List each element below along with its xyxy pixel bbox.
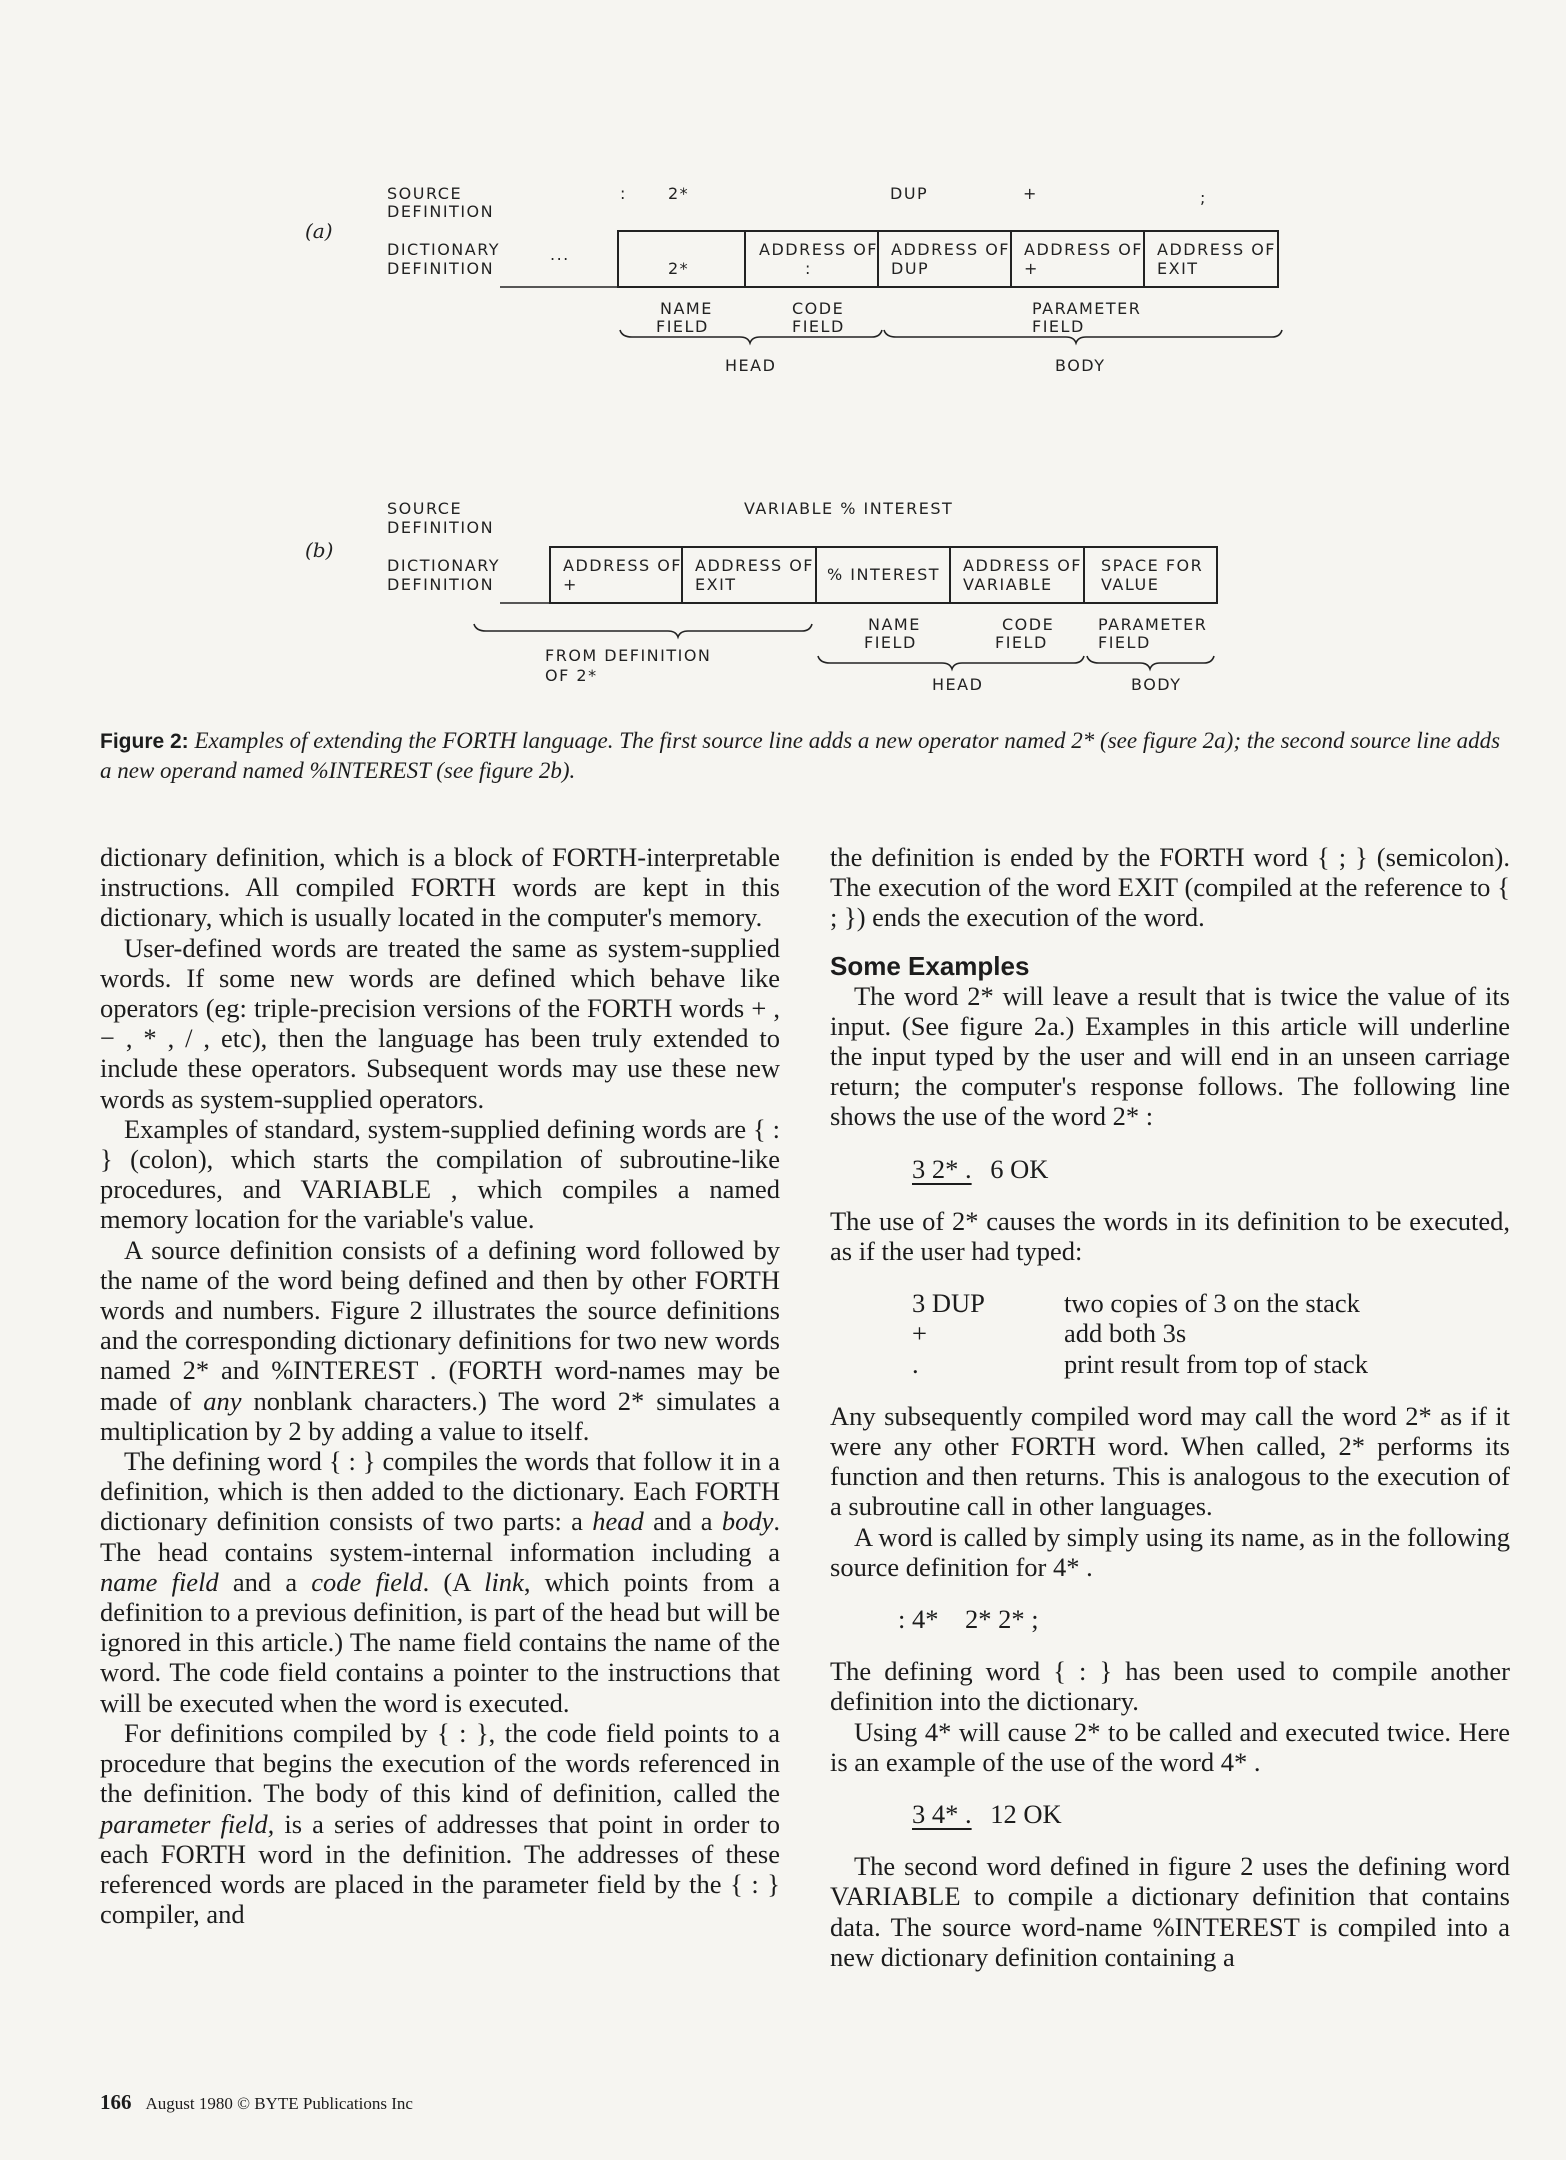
figure-a-cell-text: ADDRESS OF bbox=[891, 240, 1011, 259]
figure-b-head-label: HEAD bbox=[932, 675, 984, 694]
figure-a-param-field-2: FIELD bbox=[1032, 317, 1085, 336]
figure-a-head-label: HEAD bbox=[725, 356, 777, 375]
figure-a-label: (a) bbox=[305, 219, 333, 243]
figure-a-cell-text: ADDRESS OF bbox=[759, 240, 879, 259]
figure-b-source-line: VARIABLE % INTEREST bbox=[744, 499, 954, 518]
figure-a-cell-text: ADDRESS OF bbox=[1157, 240, 1277, 259]
paragraph bbox=[100, 1718, 780, 1929]
figure-b-dict-label: DICTIONARY bbox=[387, 556, 501, 575]
right-column bbox=[830, 842, 1510, 1972]
figure-caption bbox=[100, 726, 1510, 785]
figure-2-diagram bbox=[0, 0, 1566, 800]
table-cell-desc: print result from top of stack bbox=[1064, 1348, 1368, 1379]
figure-b-cell-text: VALUE bbox=[1101, 575, 1160, 594]
emphasis: link bbox=[484, 1566, 524, 1597]
emphasis: parameter field, bbox=[100, 1808, 275, 1839]
section-heading: Some Examples bbox=[830, 950, 1030, 981]
figure-a-source-label-2: DEFINITION bbox=[387, 202, 495, 221]
text-run: nonblank characters.) The word 2* simulates a multiplication by 2 by adding a value to itself. bbox=[100, 1385, 780, 1446]
paragraph: The word 2* will leave a result that is twice the value of its input. (See figure 2a.) Examples in this article will underline the input typed by the user and will end in an unseen carriage return; the computer's response follows. The following line shows the use of the word 2* : bbox=[830, 980, 1510, 1132]
paragraph: the definition is ended by the FORTH word { ; } (semicolon). The execution of the word EXIT (compiled at the reference to { ; }) ends the execution of the word. bbox=[830, 842, 1510, 933]
text-run: A source definition consists of a defining word followed by the name of the word being defined and then by other FORTH words and numbers. Figure 2 illustrates the source definitions and the corresponding dictionary definitions for two new words named 2* and %INTEREST . (FORTH word-names may be made of bbox=[100, 1234, 780, 1416]
figure-b-name-field: NAME bbox=[868, 615, 921, 634]
figure-b-from-def: FROM DEFINITION bbox=[545, 646, 712, 665]
figure-b-cell-text: ADDRESS OF bbox=[695, 556, 815, 575]
figure-a-source-label: SOURCE bbox=[387, 184, 463, 203]
figure-b-cell-text: EXIT bbox=[695, 575, 737, 594]
figure-a-name-field: NAME bbox=[660, 299, 713, 318]
figure-b-from-def-2: OF 2* bbox=[545, 666, 598, 685]
page-footer bbox=[100, 2090, 413, 2115]
table-cell-code: 3 DUP bbox=[912, 1288, 985, 1319]
figure-b-param-field-2: FIELD bbox=[1098, 633, 1151, 652]
figure-b-code-field: CODE bbox=[1002, 615, 1055, 634]
table-cell-code: + bbox=[912, 1318, 927, 1349]
text-run: , which points from a definition to a previous definition, is part of the head but will be ignored in this article.) The name field contains the name of the word. The code field contains a pointer to the instructions that will be executed when the word is executed. bbox=[100, 1566, 781, 1718]
figure-a-name-field-2: FIELD bbox=[656, 317, 709, 336]
example-output: 12 OK bbox=[990, 1799, 1062, 1830]
figure-a-token: 2* bbox=[668, 184, 690, 203]
table-cell-desc: add both 3s bbox=[1064, 1318, 1187, 1349]
figure-b-source-label: SOURCE bbox=[387, 499, 463, 518]
emphasis: name field bbox=[100, 1566, 219, 1597]
figure-a-dict-label: DICTIONARY bbox=[387, 240, 501, 259]
figure-b-head-brace bbox=[818, 656, 1084, 669]
text-run: is a series of addresses that point in order to each FORTH word in the definition. The addresses of these referenced words are placed in the parameter field by the { : } compiler, and bbox=[100, 1808, 781, 1930]
paragraph: The use of 2* causes the words in its definition to be executed, as if the user had typed: bbox=[830, 1205, 1510, 1267]
figure-a-dict-label-2: DEFINITION bbox=[387, 259, 495, 278]
figure-b-source-label-2: DEFINITION bbox=[387, 518, 495, 537]
execution-table bbox=[912, 1288, 1368, 1379]
figure-caption-text: Examples of extending the FORTH language. The first source line adds a new operator named 2* (see figure 2a); the second source line adds a new operand named %INTEREST (see figure 2b). bbox=[100, 728, 1501, 783]
example-output: 6 OK bbox=[990, 1153, 1049, 1184]
paragraph: The second word defined in figure 2 uses the defining word VARIABLE to compile a dictionary definition that contains data. The source word-name %INTEREST is compiled into a new dictionary definition containing a bbox=[830, 1851, 1510, 1972]
text-run: and a bbox=[218, 1566, 312, 1597]
example-input: 3 4* . bbox=[912, 1799, 972, 1830]
figure-a-cell-text: 2* bbox=[668, 259, 690, 278]
figure-b-label: (b) bbox=[305, 538, 334, 562]
paragraph: User-defined words are treated the same as system-supplied words. If some new words are defined which behave like operators (eg: triple-precision versions of the FORTH words + , − , * , / , etc), then the language has been truly extended to include these operators. Subsequent words may use these new words as system-supplied operators. bbox=[100, 932, 780, 1114]
figure-b-from-brace bbox=[474, 624, 812, 637]
emphasis: code field bbox=[311, 1566, 423, 1597]
figure-b-code-field-2: FIELD bbox=[995, 633, 1048, 652]
figure-a-code-field: CODE bbox=[792, 299, 845, 318]
figure-b-body-brace bbox=[1087, 656, 1214, 669]
left-column bbox=[100, 842, 780, 1929]
figure-a-cell-text: : bbox=[805, 259, 812, 278]
table-row bbox=[912, 1318, 1368, 1348]
paragraph bbox=[100, 1446, 780, 1718]
paragraph: Any subsequently compiled word may call the word 2* as if it were any other FORTH word. When called, 2* performs its function and then returns. This is analogous to the execution of a subroutine call in other languages. bbox=[830, 1400, 1510, 1522]
paragraph: The defining word { : } has been used to compile another definition into the dictionary. bbox=[830, 1656, 1510, 1717]
figure-b-cell-text: VARIABLE bbox=[963, 575, 1053, 594]
figure-a-token: + bbox=[1023, 184, 1038, 203]
figure-b-dict-label-2: DEFINITION bbox=[387, 575, 495, 594]
table-row bbox=[912, 1349, 1368, 1379]
figure-a-cell-text: DUP bbox=[891, 259, 930, 278]
figure-a-token: ; bbox=[1200, 188, 1207, 207]
figure-b-cell-text: % INTEREST bbox=[827, 565, 941, 584]
figure-b-param-field: PARAMETER bbox=[1098, 615, 1208, 634]
figure-a-cell-text: + bbox=[1024, 259, 1039, 278]
figure-b-cell-text: ADDRESS OF bbox=[563, 556, 683, 575]
figure-b-body-label: BODY bbox=[1131, 675, 1182, 694]
figure-b-cell-text: + bbox=[563, 575, 578, 594]
paragraph: Examples of standard, system-supplied defining words are { : } (colon), which starts the compilation of subroutine-like procedures, and VARIABLE , which compiles a named memory location for the variable's value. bbox=[100, 1113, 780, 1235]
paragraph: dictionary definition, which is a block of FORTH-interpretable instructions. All compiled FORTH words are kept in this dictionary, which is usually located in the computer's memory. bbox=[100, 842, 780, 933]
figure-a-token: : bbox=[620, 184, 627, 203]
example-line bbox=[912, 1799, 1510, 1829]
figure-caption-label: Figure 2: bbox=[100, 730, 189, 753]
text-run: For definitions compiled by { : }, the code field points to a procedure that begins the execution of the words referenced in the definition. The body of this kind of definition, called the bbox=[100, 1717, 780, 1809]
figure-a-ellipsis: ... bbox=[550, 245, 570, 264]
table-row bbox=[912, 1288, 1368, 1318]
figure-a-cell-text: ADDRESS OF bbox=[1024, 240, 1144, 259]
figure-a-token: DUP bbox=[890, 184, 929, 203]
example-line bbox=[912, 1154, 1510, 1184]
emphasis: body bbox=[721, 1506, 774, 1537]
figure-b-name-field-2: FIELD bbox=[864, 633, 917, 652]
paragraph bbox=[100, 1235, 780, 1446]
emphasis: any bbox=[203, 1385, 242, 1416]
example-input: 3 2* . bbox=[912, 1153, 972, 1184]
text-run: and a bbox=[643, 1506, 722, 1537]
figure-b-cell-text: SPACE FOR bbox=[1101, 556, 1204, 575]
figure-a-body-label: BODY bbox=[1055, 356, 1106, 375]
emphasis: head bbox=[592, 1506, 644, 1537]
example-line: : 4* 2* 2* ; bbox=[898, 1604, 1039, 1635]
table-cell-desc: two copies of 3 on the stack bbox=[1064, 1288, 1360, 1319]
paragraph: Using 4* will cause 2* to be called and executed twice. Here is an example of the use of the word 4* . bbox=[830, 1716, 1510, 1777]
text-run: . (A bbox=[422, 1566, 485, 1597]
table-cell-code: . bbox=[912, 1348, 919, 1379]
page-number: 166 bbox=[100, 2090, 132, 2114]
figure-a-cell-text: EXIT bbox=[1157, 259, 1199, 278]
footer-credit: August 1980 © BYTE Publications Inc bbox=[145, 2094, 413, 2113]
figure-a-param-field: PARAMETER bbox=[1032, 299, 1142, 318]
paragraph: A word is called by simply using its name, as in the following source definition for 4* . bbox=[830, 1521, 1510, 1582]
figure-b-cell-text: ADDRESS OF bbox=[963, 556, 1083, 575]
figure-a-code-field-2: FIELD bbox=[792, 317, 845, 336]
text-run: The defining word { : } compiles the words that follow it in a definition, which is then added to the dictionary. Each FORTH dictionary definition consists of two parts: a bbox=[100, 1446, 780, 1537]
text-run: . The head contains system-internal information including a bbox=[100, 1506, 780, 1567]
